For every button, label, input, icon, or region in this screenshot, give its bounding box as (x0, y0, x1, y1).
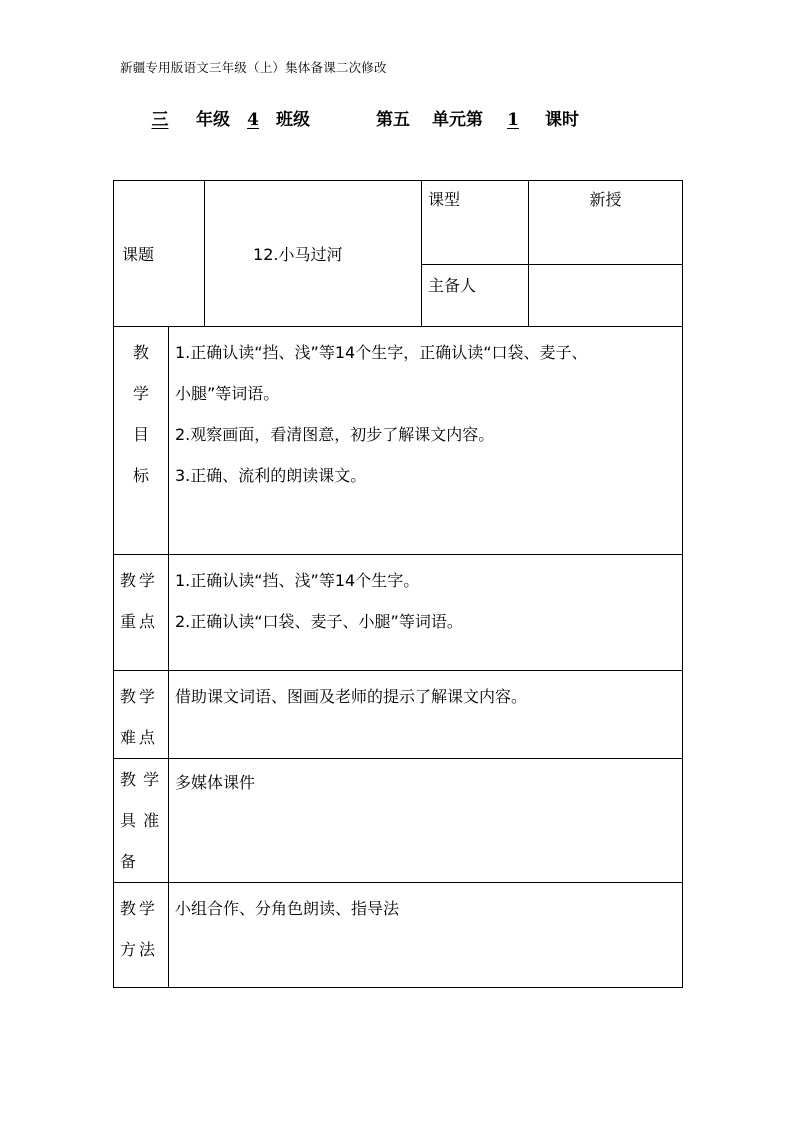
table-row (114, 555, 683, 671)
topic-value: 12.小马过河 (205, 181, 422, 327)
tools-label: 教 学 具 准 备 (114, 759, 169, 883)
table-row (114, 883, 683, 988)
period-number: 1 (507, 110, 519, 130)
grade-value: 三 (151, 110, 169, 130)
methods-label: 教学 方法 (114, 883, 169, 988)
tools-content: 多媒体课件 (169, 759, 683, 883)
document-header: 新疆专用版语文三年级（上）集体备课二次修改 (120, 60, 387, 75)
table-row (114, 671, 683, 759)
type-label: 课型 (422, 181, 529, 265)
methods-content: 小组合作、分角色朗读、指导法 (169, 883, 683, 988)
key-points-label: 教学 重点 (114, 555, 169, 671)
difficulties-label: 教学 难点 (114, 671, 169, 759)
class-number: 4 (247, 110, 259, 130)
unit-prefix: 第五 (376, 110, 410, 130)
difficulties-content: 借助课文词语、图画及老师的提示了解课文内容。 (169, 671, 683, 759)
table-row (114, 181, 683, 265)
goals-label: 教 学 目 标 (114, 327, 169, 555)
class-label: 班级 (276, 110, 310, 130)
type-value: 新授 (529, 181, 683, 265)
lesson-plan-table (113, 180, 683, 988)
period-label: 课时 (545, 110, 579, 130)
table-row (114, 327, 683, 555)
unit-label: 单元第 (432, 110, 483, 130)
preparer-value (529, 265, 683, 327)
class-info-line (138, 105, 579, 130)
key-points-content: 1.正确认读“挡、浅”等14个生字。 2.正确认读“口袋、麦子、小腿”等词语。 (169, 555, 683, 671)
grade-label: 年级 (196, 110, 230, 130)
preparer-label: 主备人 (422, 265, 529, 327)
goals-content: 1.正确认读“挡、浅”等14个生字，正确认读“口袋、麦子、 小腿”等词语。 2.观察画面，看清图意，初步了解课文内容。 3.正确、流利的朗读课文。 (169, 327, 683, 555)
table-row (114, 759, 683, 883)
topic-label: 课题 (114, 181, 205, 327)
